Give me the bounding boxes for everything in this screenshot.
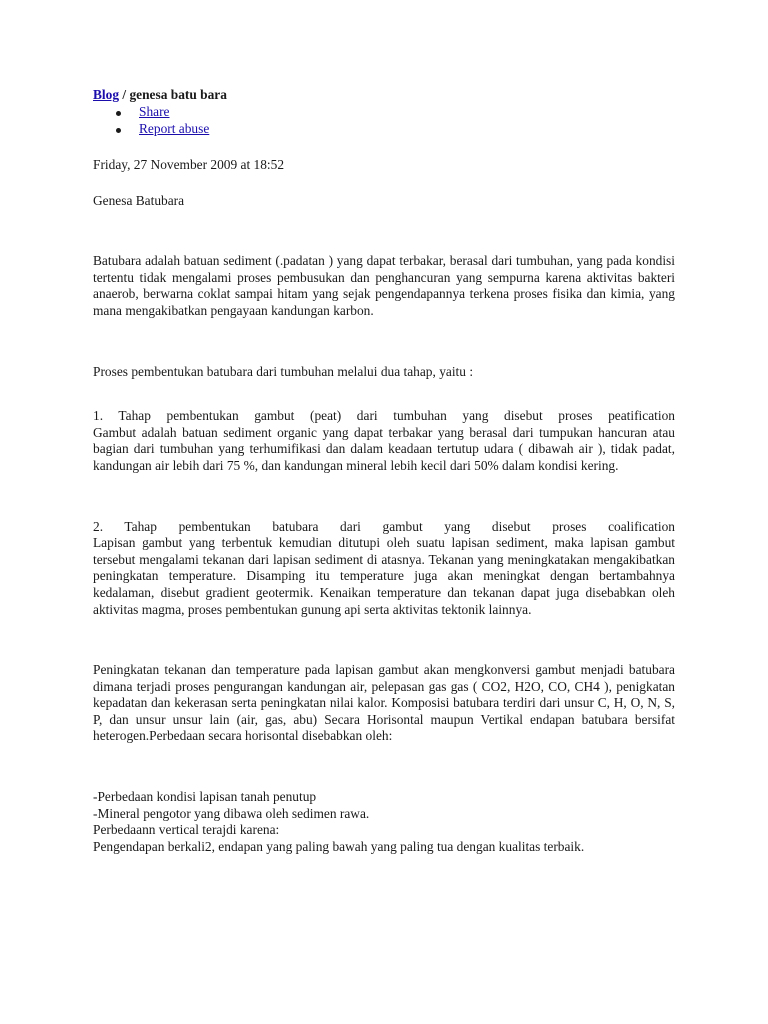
list-item [116, 121, 675, 138]
share-link[interactable]: Share [139, 104, 170, 119]
post-date: Friday, 27 November 2009 at 18:52 [93, 157, 285, 172]
stage-one-title: 1. Tahap pembentukan gambut (peat) dari tumbuhan yang disebut proses peatification [93, 408, 675, 424]
action-list [93, 104, 675, 138]
report-abuse-link[interactable]: Report abuse [139, 121, 210, 136]
breadcrumb [93, 87, 675, 104]
stage-one-body: Gambut adalah batuan sediment organic yang dapat terbakar yang berasal dari tumpukan hancuran atau bagian dari tumbuhan yang terhumifikasi dan dalam keadaan tertutup udara ( dibawah air ), tidak padat, kandungan air lebih dari 75 %, dan kandungan mineral lebih kecil dari 50% dalam kondisi kering. [93, 424, 675, 473]
breadcrumb-title: genesa batu bara [129, 87, 227, 102]
paragraph-process-intro: Proses pembentukan batubara dari tumbuhan melalui dua tahap, yaitu : [93, 363, 474, 379]
paragraph-stage-one [93, 408, 675, 474]
list-item: -Perbedaan kondisi lapisan tanah penutup [93, 789, 317, 805]
stage-two-body: Lapisan gambut yang terbentuk kemudian ditutupi oleh suatu lapisan sediment, maka lapisan gambut tersebut mengalami tekanan dari lapisan sediment di atasnya. Tekanan yang meningkatakan mengakibatkan peningkatan temperature. Disamping itu temperature juga akan meningkat dengan bertambahnya kedalaman, disebut gradient geotermik. Kenaikan temperature dan tekanan dapat juga disebabkan oleh aktivitas magma, proses pembentukan gunung api serta aktivitas tektonik lainnya. [93, 535, 675, 617]
paragraph-coalification: Peningkatan tekanan dan temperature pada lapisan gambut akan mengkonversi gambut menjadi batubara dimana terjadi proses pengurangan kandungan air, pelepasan gas gas ( CO2, H2O, CO, CH4 ), penigkatan kepadatan dan kekerasan serta peningkatan nilai kalor. Komposisi batubara terdiri dari unsur C, H, O, N, S, P, dan unsur unsur lain (air, gas, abu) Secara Horisontal maupun Vertikal endapan batubara bersifat heterogen.Perbedaan secara horisontal disebabkan oleh: [93, 662, 675, 744]
stage-two-title: 2. Tahap pembentukan batubara dari gambut yang disebut proses coalification [93, 518, 675, 534]
bullet-icon [116, 111, 121, 116]
paragraph-definition: Batubara adalah batuan sediment (.padatan ) yang dapat terbakar, berasal dari tumbuhan, yang pada kondisi tertentu tidak mengalami proses pembusukan dan penghancuran yang sempurna karena aktivitas bakteri anaerob, berwarna coklat sampai hitam yang sejak pengendapannya terkena proses fisika dan kimia, yang mana mengakibatkan pengayaan kandungan karbon. [93, 253, 675, 318]
list-item: Perbedaann vertical terajdi karena: [93, 822, 280, 838]
document-page [93, 87, 675, 855]
paragraph-stage-two [93, 519, 675, 619]
post-heading: Genesa Batubara [93, 192, 185, 208]
blog-link[interactable]: Blog [93, 87, 120, 102]
list-item: -Mineral pengotor yang dibawa oleh sedimen rawa. [93, 805, 370, 821]
breadcrumb-separator: / [119, 87, 130, 102]
differences-list [93, 789, 675, 855]
bullet-icon [116, 128, 121, 133]
list-item [116, 104, 675, 121]
list-item: Pengendapan berkali2, endapan yang paling bawah yang paling tua dengan kualitas terbaik. [93, 838, 585, 854]
